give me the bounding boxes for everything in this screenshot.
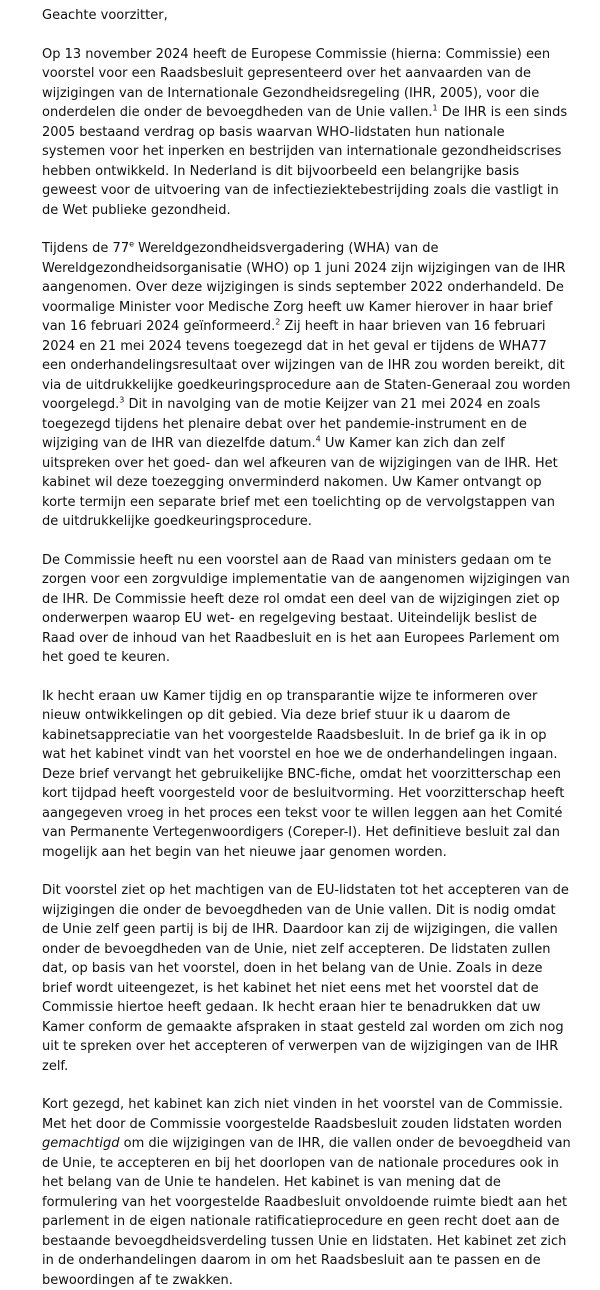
paragraph-2-text-a: Tijdens de 77 bbox=[42, 241, 130, 256]
paragraph-3: De Commissie heeft nu een voorstel aan de Raad van ministers gedaan om te zorgen voor een zorgvuldige implementatie van de aangenomen wijzigingen van de IHR. De Commissie heeft deze rol omdat een deel van de wijzigingen ziet op onderwerpen waarop EU wet- en regelgeving bestaat. Uiteindelijk beslist de Raad over de inhoud van het Raadbesluit en is het aan Europees Parlement om het goed te keuren. bbox=[42, 552, 570, 665]
paragraph-6-text-a: Kort gezegd, het kabinet kan zich niet vinden in het voorstel van de Commissie. Met het door de Commissie voorgestelde Raadsbesluit zouden lidstaten worden bbox=[42, 1097, 563, 1132]
footnote-ref-1: 1 bbox=[432, 103, 438, 113]
paragraph-1-text-a: Op 13 november 2024 heeft de Europese Commissie (hierna: Commissie) een voorstel voor een Raadsbesluit gepresenteerd over het aanvaarden van de wijzigingen van de Internationale Gezondheidsregeling (IHR, 2005), voor die onderdelen die onder de bevoegdheden van de Unie vallen. bbox=[42, 46, 551, 120]
footnote-ref-4: 4 bbox=[315, 434, 321, 444]
paragraph-2 bbox=[42, 239, 572, 532]
paragraph-2-text-d: Dit in navolging van de motie Keijzer van 21 mei 2024 en zoals toegezegd tijdens het plenaire debat over het pandemie-instrument en de wijziging van de IHR van diezelfde datum. bbox=[42, 397, 541, 451]
emphasis-gemachtigd: gemachtigd bbox=[42, 1136, 120, 1151]
footnote-ref-2: 2 bbox=[275, 317, 281, 327]
footnote-ref-3: 3 bbox=[119, 395, 125, 405]
paragraph-1-text-b: De IHR is een sinds 2005 bestaand verdrag op basis waarvan WHO-lidstaten hun nationale systemen voor het inperken en bestrijden van internationale gezondheidscrises hebben ontwikkeld. In Nederland is dit bijvoorbeeld een belangrijke basis geweest voor de uitvoering van de infectieziektebestrijding zoals die vastligt in de Wet publieke gezondheid. bbox=[42, 105, 568, 218]
paragraph-5: Dit voorstel ziet op het machtigen van de EU-lidstaten tot het accepteren van de wijzigingen die onder de bevoegdheden van de Unie vallen. Dit is nodig omdat de Unie zelf geen partij is bij de IHR. Daardoor kan zij de wijzigingen, die vallen onder de bevoegdheden van de Unie, niet zelf accepteren. De lidstaten zullen dat, op basis van het voorstel, doen in het belang van de Unie. Zoals in deze brief wordt uiteengezet, is het kabinet het niet eens met het voorstel dat de Commissie hiertoe heeft gedaan. Ik hecht eraan hier te benadrukken dat uw Kamer conform de gemaakte afspraken in staat gesteld zal worden om zich nog uit te spreken over het accepteren of verwerpen van de wijzigingen van de IHR zelf. bbox=[42, 883, 569, 1074]
paragraph-6-text-b: om die wijzigingen van de IHR, die vallen onder de bevoegdheid van de Unie, te accepteren en bij het doorlopen van de nationale procedures ook in het belang van de Unie te handelen. Het kabinet is van mening dat de formulering van het voorgestelde Raadbesluit onvoldoende ruimte biedt aan het parlement in de eigen nationale ratificatieprocedure en geen recht doet aan de bestaande bevoegdheidsverdeling tussen Unie en lidstaten. Het kabinet zet zich in de onderhandelingen daarom in om het Raadsbesluit aan te passen en de bewoordingen af te zwakken. bbox=[42, 1136, 571, 1288]
paragraph-2-text-e: Uw Kamer kan zich dan zelf uitspreken over het goed- dan wel afkeuren van de wijzigingen van de IHR. Het kabinet wil deze toezegging onverminderd nakomen. Uw Kamer ontvangt op korte termijn een separate brief met een toelichting op de vervolgstappen van de uitdrukkelijke goedkeuringsprocedure. bbox=[42, 436, 558, 529]
paragraph-2-text-c: Zij heeft in haar brieven van 16 februari 2024 en 21 mei 2024 tevens toegezegd dat in het geval er tijdens de WHA77 een onderhandelingsresultaat over wijzingen van de IHR zou worden bereikt, dit via de uitdrukkelijke goedkeuringsprocedure aan de Staten-Generaal zou worden voorgelegd. bbox=[42, 319, 571, 412]
salutation: Geachte voorzitter, bbox=[42, 8, 168, 23]
paragraph-6 bbox=[42, 1095, 572, 1290]
ordinal-suffix: e bbox=[129, 239, 135, 249]
paragraph-2-text-b: Wereldgezondheidsvergadering (WHA) van de Wereldgezondheidsorganisatie (WHO) op 1 juni 2024 zijn wijzigingen van de IHR aangenomen. Over deze wijzigingen is sinds september 2022 onderhandeld. De voormalige Minister voor Medische Zorg heeft uw Kamer hierover in haar brief van 16 februari 2024 geïnformeerd. bbox=[42, 241, 566, 334]
paragraph-4: Ik hecht eraan uw Kamer tijdig en op transparantie wijze te informeren over nieuw ontwikkelingen op dit gebied. Via deze brief stuur ik u daarom de kabinetsappreciatie van het voorgestelde Raadsbesluit. In de brief ga ik in op wat het kabinet vindt van het voorstel en hoe we de onderhandelingen ingaan. Deze brief vervangt het gebruikelijke BNC-fiche, omdat het voorzitterschap een kort tijdpad heeft voorgesteld voor de besluitvorming. Het voorzitterschap heeft aangegeven vroeg in het proces een tekst voor te willen leggen aan het Comité van Permanente Vertegenwoordigers (Coreper-I). Het definitieve besluit zal dan mogelijk aan het begin van het nieuwe jaar genomen worden. bbox=[42, 688, 565, 860]
paragraph-1 bbox=[42, 45, 572, 221]
